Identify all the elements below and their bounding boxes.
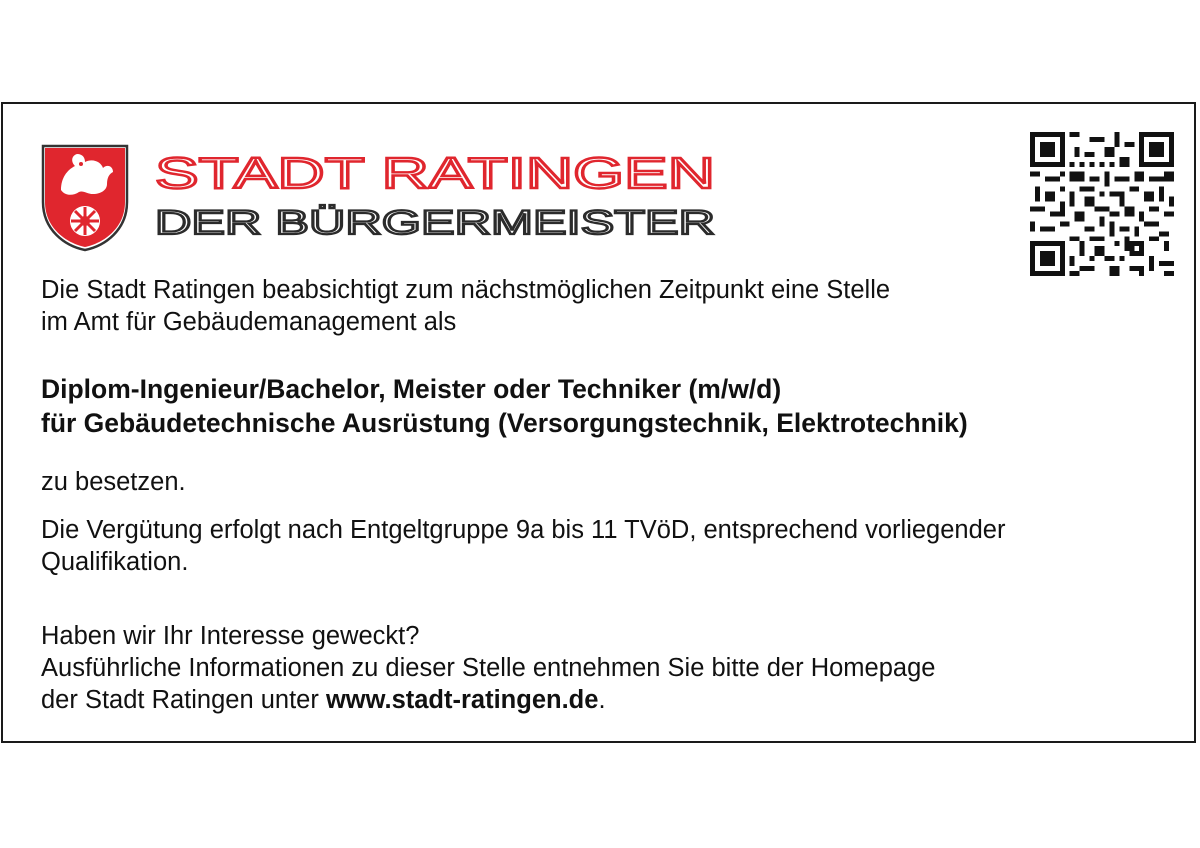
homepage-link[interactable]: www.stadt-ratingen.de: [325, 686, 599, 714]
position-title: [41, 372, 1181, 440]
contact-suffix: .: [598, 686, 606, 714]
contact-prefix: der Stadt Ratingen unter: [41, 686, 326, 714]
logo-subtitle: DER BÜRGERMEISTER: [155, 204, 715, 238]
qr-code-icon[interactable]: [1030, 132, 1174, 276]
pay-line: Qualifikation.: [41, 548, 189, 576]
intro-line: im Amt für Gebäudemanagement als: [41, 308, 457, 336]
coat-of-arms-icon: [41, 144, 129, 252]
contact-line: Haben wir Ihr Interesse geweckt?: [41, 622, 420, 650]
logo-title: STADT RATINGEN: [155, 149, 715, 198]
city-wordmark: [155, 148, 735, 238]
position-title-line: Diplom-Ingenieur/Bachelor, Meister oder Techniker (m/w/d): [41, 374, 782, 404]
pay-paragraph: [41, 514, 1181, 578]
fill-text: zu besetzen.: [41, 468, 186, 496]
intro-line: Die Stadt Ratingen beabsichtigt zum nächstmöglichen Zeitpunkt eine Stelle: [41, 276, 891, 304]
pay-line: Die Vergütung erfolgt nach Entgeltgruppe 9a bis 11 TVöD, entsprechend vorliegender: [41, 516, 1006, 544]
position-title-line: für Gebäudetechnische Ausrüstung (Versorgungstechnik, Elektrotechnik): [41, 408, 968, 438]
contact-paragraph: [41, 620, 1181, 716]
job-ad-frame: [1, 102, 1196, 743]
intro-paragraph: [41, 274, 1181, 338]
contact-line: Ausführliche Informationen zu dieser Stelle entnehmen Sie bitte der Homepage: [41, 654, 936, 682]
contact-line: [41, 684, 1181, 716]
